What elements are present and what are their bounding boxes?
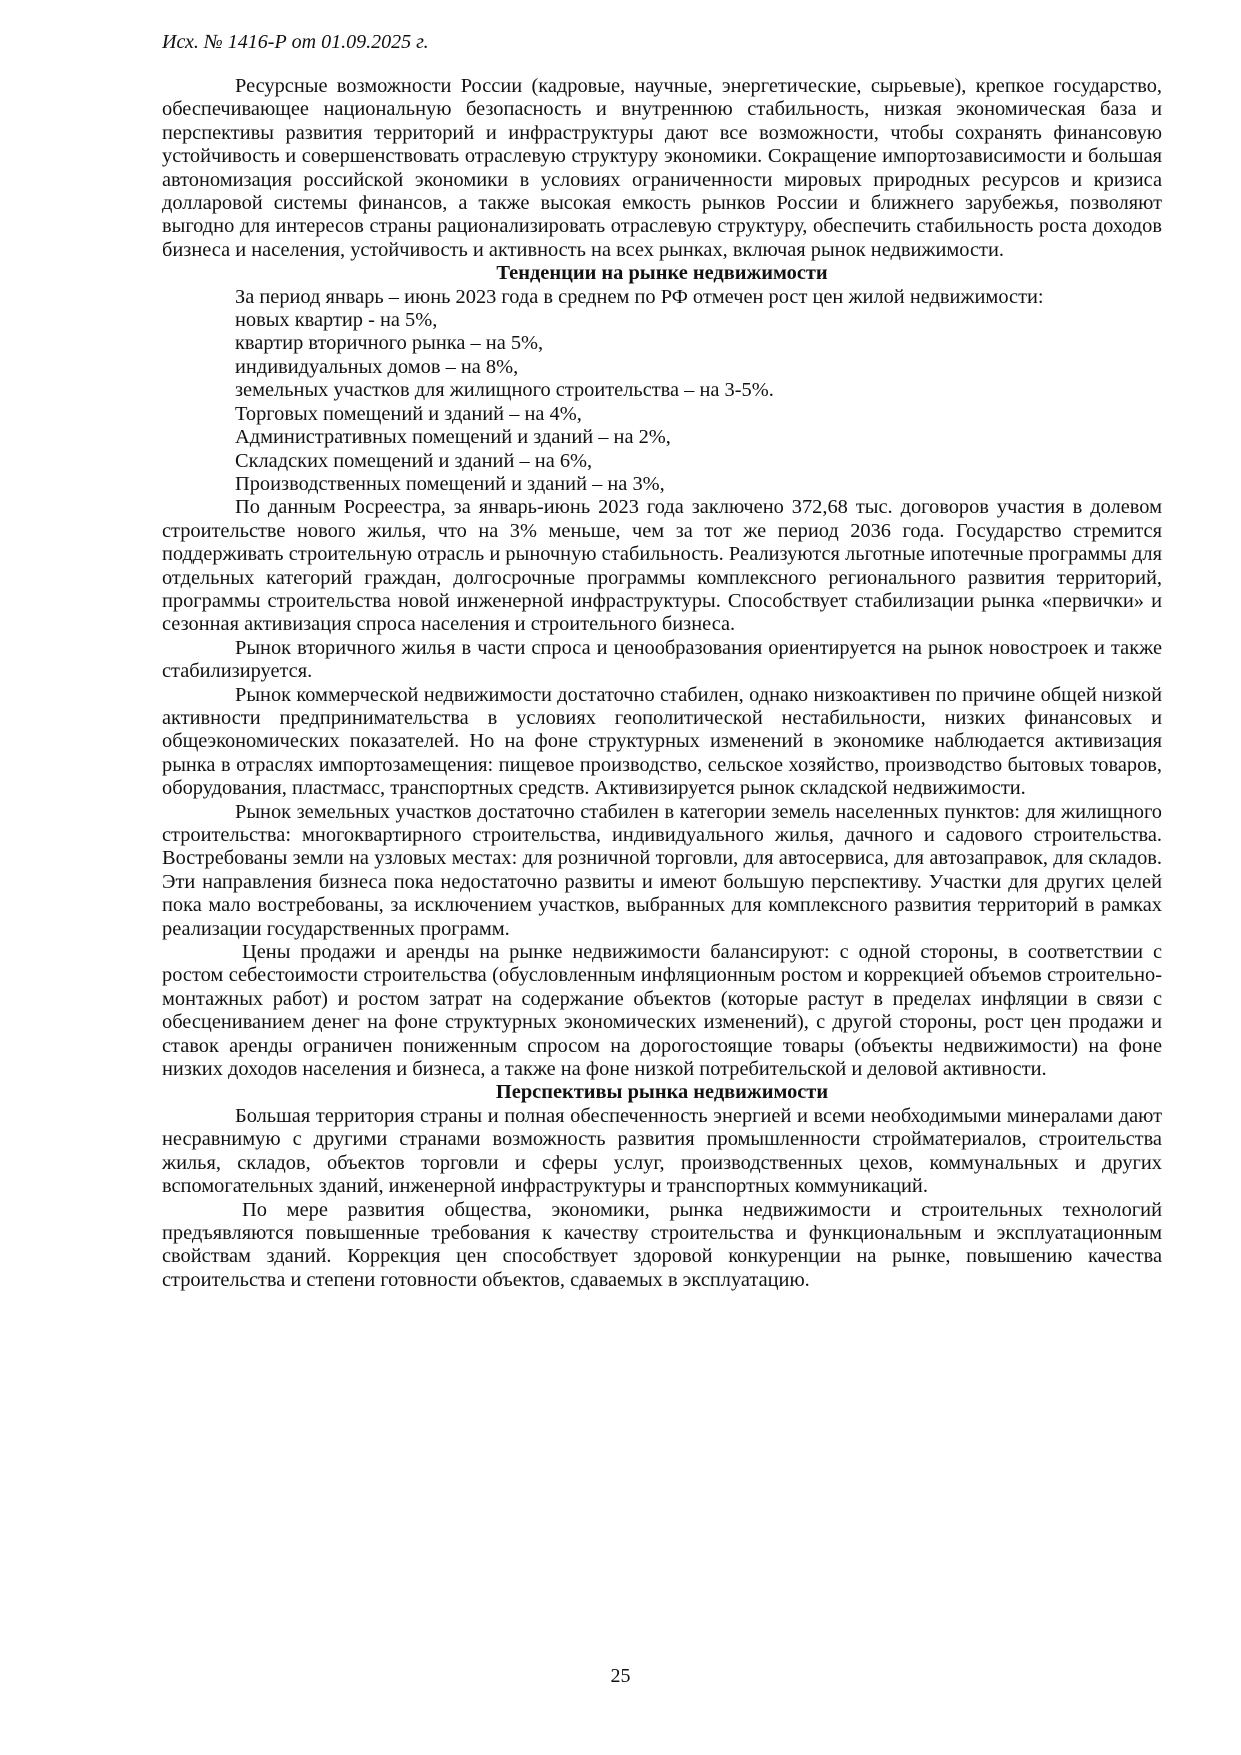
trends-lead: За период январь – июнь 2023 года в среднем по РФ отмечен рост цен жилой недвижимости: (235, 285, 1044, 308)
secondary-market-paragraph: Рынок вторичного жилья в части спроса и ценообразования ориентируется на рынок новостроек и также стабилизируется. (162, 636, 1162, 683)
list-item: Складских помещений и зданий – на 6%, (235, 449, 593, 472)
list-item: Административных помещений и зданий – на 2%, (235, 426, 671, 449)
document-body (162, 75, 1162, 1292)
commercial-market-paragraph: Рынок коммерческой недвижимости достаточно стабилен, однако низкоактивен по причине общей низкой активности предпринимательства в условиях геополитической нестабильности, низких финансовых и общеэкономических показателей. Но на фоне структурных изменений в экономике наблюдается активизация рынка в отраслях импортозамещения: пищевое производство, сельское хозяйство, производство бытовых товаров, оборудования, пластмасс, транспортных средств. Активизируется рынок складской недвижимости. (162, 683, 1162, 800)
list-item: индивидуальных домов – на 8%, (235, 355, 519, 378)
list-item: новых квартир - на 5%, (235, 309, 438, 332)
page-number: 25 (610, 1665, 631, 1687)
list-item: земельных участков для жилищного строительства – на 3-5%. (235, 379, 774, 402)
section-heading-prospects: Перспективы рынка недвижимости (495, 1081, 829, 1104)
list-item: Торговых помещений и зданий – на 4%, (235, 402, 582, 425)
prices-paragraph: Цены продажи и аренды на рынке недвижимости балансируют: с одной стороны, в соответствии с ростом себестоимости строительства (обусловленным инфляционным ростом и коррекцией объемов строительно-монтажных работ) и ростом затрат на содержание объектов (которые растут в пределах инфляции в связи с обесцениванием денег на фоне структурных экономических изменений), с другой стороны, рост цен продажи и ставок аренды ограничен пониженным спросом на дорогостоящие товары (объекты недвижимости) на фоне низких доходов населения и бизнеса, а также на фоне низкой потребительской и деловой активности. (162, 941, 1162, 1081)
quality-paragraph: По мере развития общества, экономики, рынка недвижимости и строительных технологий предъявляются повышенные требования к качеству строительства и функциональным и эксплуатационным свойствам зданий. Коррекция цен способствует здоровой конкуренции на рынке, повышению качества строительства и степени готовности объектов, сдаваемых в эксплуатацию. (162, 1198, 1162, 1291)
rosreestr-paragraph: По данным Росреестра, за январь-июнь 2023 года заключено 372,68 тыс. договоров участия в долевом строительстве нового жилья, что на 3% меньше, чем за тот же период 2036 года. Государство стремится поддерживать строительную отрасль и рыночную стабильность. Реализуются льготные ипотечные программы для отдельных категорий граждан, долгосрочные программы комплексного регионального развития территорий, программы строительства новой инженерной инфраструктуры. Способствует стабилизации рынка «первички» и сезонная активизация спроса населения и строительного бизнеса. (162, 496, 1162, 636)
section-heading-trends: Тенденции на рынке недвижимости (496, 262, 828, 285)
land-market-paragraph: Рынок земельных участков достаточно стабилен в категории земель населенных пунктов: для жилищного строительства: многоквартирного строительства, индивидуального жилья, дачного и садового строительства. Востребованы земли на узловых местах: для розничной торговли, для автосервиса, для автозаправок, для складов. Эти направления бизнеса пока недостаточно развиты и имеют большую перспективу. Участки для других целей пока мало востребованы, за исключением участков, выбранных для комплексного развития территорий в рамках реализации государственных программ. (162, 800, 1162, 940)
outgoing-reference: Исх. № 1416-Р от 01.09.2025 г. (162, 31, 429, 53)
list-item: квартир вторичного рынка – на 5%, (235, 332, 544, 355)
intro-paragraph: Ресурсные возможности России (кадровые, научные, энергетические, сырьевые), крепкое государство, обеспечивающее национальную безопасность и внутреннюю стабильность, низкая экономическая база и перспективы развития территорий и инфраструктуры дают все возможности, чтобы сохранять финансовую устойчивость и совершенствовать отраслевую структуру экономики. Сокращение импортозависимости и большая автономизация российской экономики в условиях ограниченности мировых природных ресурсов и кризиса долларовой системы финансов, а также высокая емкость рынков России и ближнего зарубежья, позволяют выгодно для интересов страны рационализировать отраслевую структуру, обеспечить стабильность роста доходов бизнеса и населения, устойчивость и активность на всех рынках, включая рынок недвижимости. (162, 75, 1162, 261)
price-growth-list (162, 309, 1162, 496)
list-item: Производственных помещений и зданий – на 3%, (235, 472, 665, 495)
prospects-paragraph: Большая территория страны и полная обеспеченность энергией и всеми необходимыми минералами дают несравнимую с другими странами возможность развития промышленности стройматериалов, строительства жилья, складов, объектов торговли и сферы услуг, производственных цехов, коммунальных и других вспомогательных зданий, инженерной инфраструктуры и транспортных коммуникаций. (162, 1104, 1162, 1198)
